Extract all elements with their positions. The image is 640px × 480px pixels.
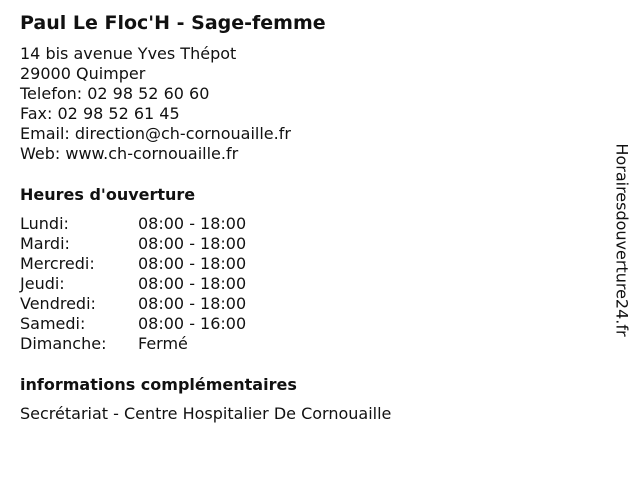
- hours-row: [20, 234, 246, 254]
- hours-table: [20, 214, 246, 354]
- hours-time: Fermé: [138, 334, 188, 353]
- hours-day: Lundi:: [20, 214, 69, 233]
- phone-value[interactable]: 02 98 52 60 60: [87, 84, 210, 103]
- address-line-1: 14 bis avenue Yves Thépot: [20, 44, 237, 63]
- phone-line: [20, 84, 600, 104]
- hours-row: [20, 214, 246, 234]
- hours-row: [20, 334, 246, 354]
- hours-row: [20, 254, 246, 274]
- fax-value: 02 98 52 61 45: [57, 104, 180, 123]
- fax-label: Fax:: [20, 104, 53, 123]
- email-line: [20, 124, 600, 144]
- phone-label: Telefon:: [20, 84, 83, 103]
- hours-day: Vendredi:: [20, 294, 96, 313]
- address-line-2: 29000 Quimper: [20, 64, 146, 83]
- hours-heading: Heures d'ouverture: [20, 185, 196, 204]
- web-value[interactable]: www.ch-cornouaille.fr: [65, 144, 239, 163]
- web-label: Web:: [20, 144, 61, 163]
- hours-row: [20, 294, 246, 314]
- business-title: Paul Le Floc'H - Sage-femme: [20, 12, 326, 34]
- hours-day: Jeudi:: [20, 274, 65, 293]
- email-value[interactable]: direction@ch-cornouaille.fr: [74, 124, 291, 143]
- hours-day: Mardi:: [20, 234, 70, 253]
- hours-row: [20, 274, 246, 294]
- hours-time: 08:00 - 18:00: [138, 294, 247, 313]
- site-watermark: Horairesdouverture24.fr: [612, 143, 632, 337]
- extra-info-heading: informations complémentaires: [20, 375, 297, 394]
- email-label: Email:: [20, 124, 70, 143]
- hours-time: 08:00 - 18:00: [138, 254, 247, 273]
- fax-line: [20, 104, 600, 124]
- hours-time: 08:00 - 16:00: [138, 314, 247, 333]
- extra-info-text: Secrétariat - Centre Hospitalier De Cornouaille: [20, 404, 392, 423]
- business-card: [20, 10, 600, 424]
- hours-row: [20, 314, 246, 334]
- hours-day: Dimanche:: [20, 334, 107, 353]
- hours-time: 08:00 - 18:00: [138, 274, 247, 293]
- hours-time: 08:00 - 18:00: [138, 234, 247, 253]
- hours-day: Samedi:: [20, 314, 86, 333]
- hours-time: 08:00 - 18:00: [138, 214, 247, 233]
- web-line: [20, 144, 600, 164]
- hours-day: Mercredi:: [20, 254, 95, 273]
